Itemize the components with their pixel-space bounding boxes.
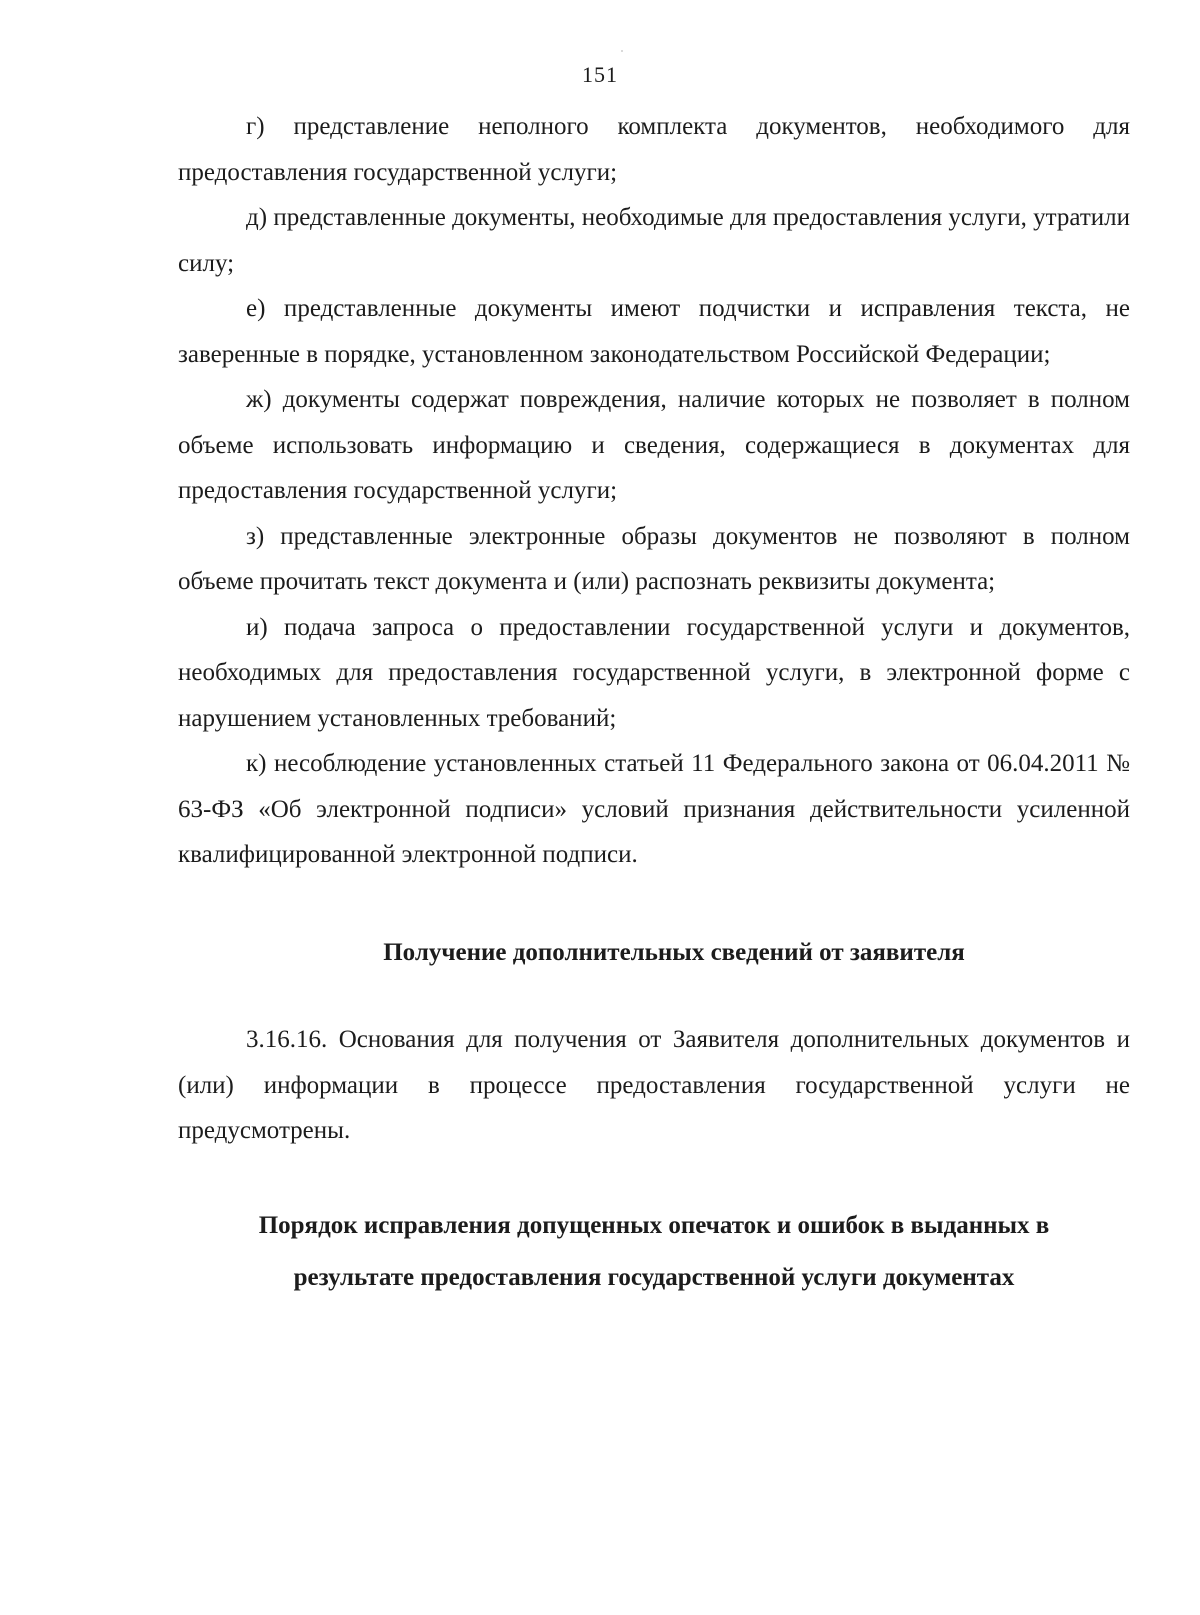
section-heading-error-correction (178, 1200, 1130, 1304)
document-body (178, 104, 1130, 1304)
list-item-d: д) представленные документы, необходимые для предоставления услуги, утратили силу; (178, 204, 1130, 277)
heading-line-1: Порядок исправления допущенных опечаток и ошибок в выданных в (258, 1211, 1050, 1239)
list-item-z: з) представленные электронные образы документов не позволяют в полном объеме прочитать текст документа и (или) распознать реквизиты документа; (178, 522, 1130, 595)
list-item-g: г) представление неполного комплекта документов, необходимого для предоставления государственной услуги; (178, 113, 1130, 186)
section-heading-additional-info: Получение дополнительных сведений от заявителя (383, 938, 965, 966)
heading-line-2: результате предоставления государственной услуги документах (293, 1263, 1015, 1291)
list-item-zh: ж) документы содержат повреждения, наличие которых не позволяет в полном объеме использовать информацию и сведения, содержащиеся в документах для предоставления государственной услуги; (178, 386, 1130, 504)
list-item-e: е) представленные документы имеют подчистки и исправления текста, не заверенные в порядке, установленном законодательством Российской Федерации; (178, 295, 1130, 368)
scan-artifact (621, 50, 623, 52)
clause-3-16-16: 3.16.16. Основания для получения от Заявителя дополнительных документов и (или) информации в процессе предоставления государственной услуги не предусмотрены. (178, 1026, 1130, 1144)
list-item-i: и) подача запроса о предоставлении государственной услуги и документов, необходимых для предоставления государственной услуги, в электронной форме с нарушением установленных требований; (178, 613, 1130, 732)
page-number: 151 (582, 62, 618, 87)
list-item-k: к) несоблюдение установленных статьей 11 Федерального закона от 06.04.2011 № 63-ФЗ «Об электронной подписи» условий признания действительности усиленной квалифицированной электронной подписи. (178, 750, 1130, 868)
